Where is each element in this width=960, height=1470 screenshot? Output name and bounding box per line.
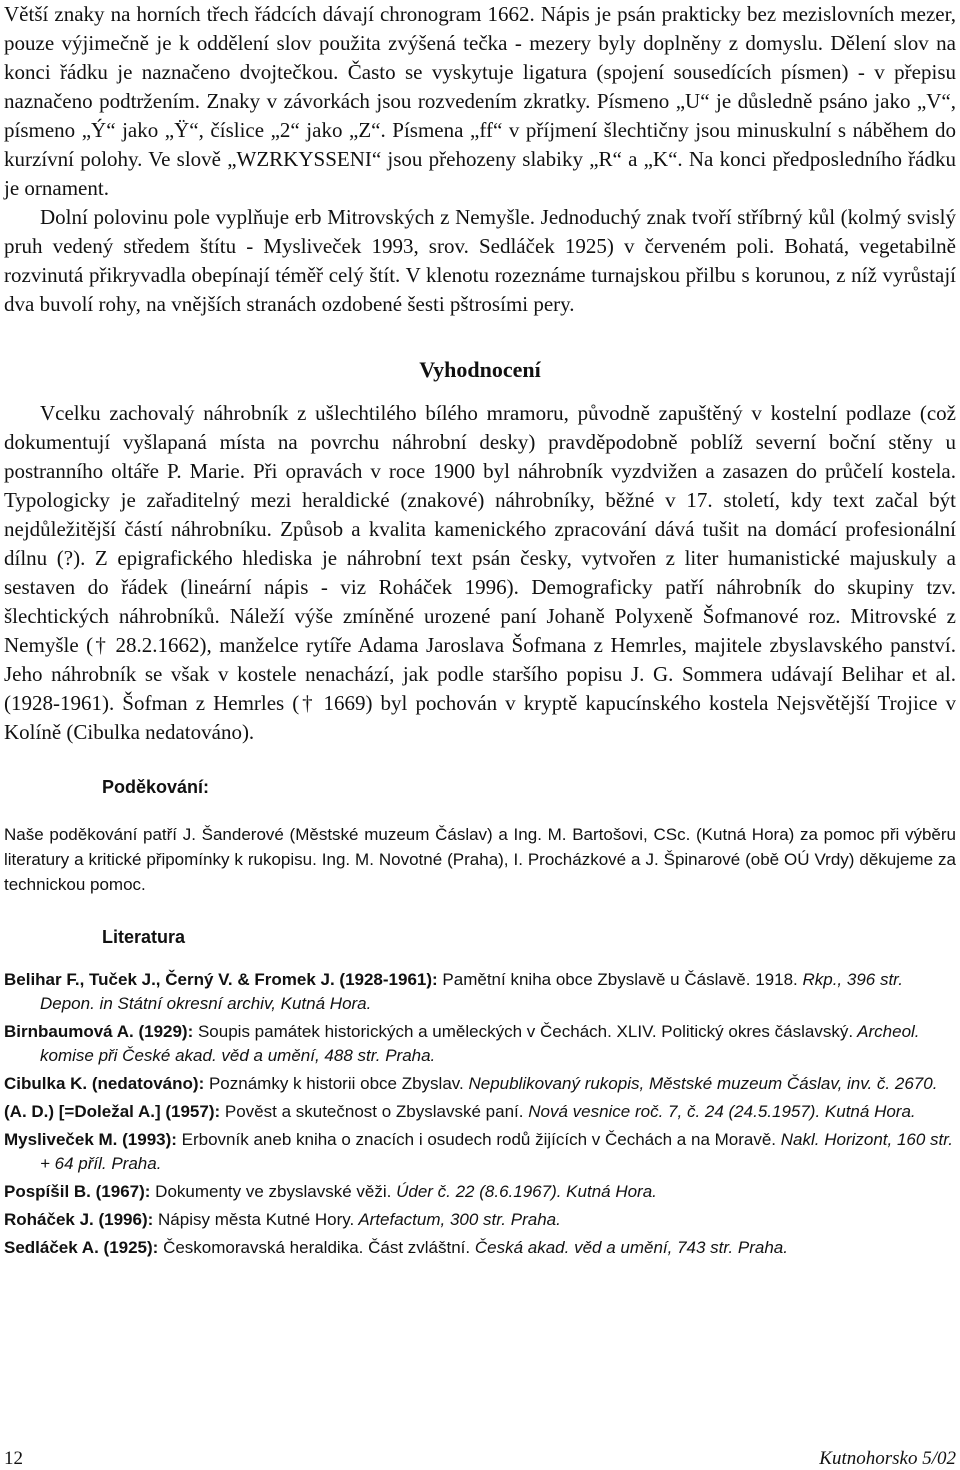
reference-title: Poznámky k historii obce Zbyslav. xyxy=(204,1074,464,1093)
reference-item xyxy=(4,1020,956,1068)
reference-publication: Archeol. komise při České akad. věd a umění, 488 str. Praha. xyxy=(40,1022,920,1065)
paragraph-vyhodnoceni: Vcelku zachovalý náhrobník z ušlechtilého bílého mramoru, původně zapuštěný v kostelní podlaze (což dokumentují vyšlapaná místa na povrchu náhrobní desky) pravděpodobně poblíž severní boční stěny u postranního oltáře P. Marie. Při opravách v roce 1900 byl náhrobník vyzdvižen a zasazen do průčelí kostela. Typologicky je zařaditelný mezi heraldické (znakové) náhrobníky, běžné v 17. století, kdy text začal být nejdůležitější částí náhrobníku. Způsob a kvalita kamenického zpracování dává tušit na domácí profesionální dílnu (?). Z epigrafického hlediska je náhrobní text psán česky, vytvořen z liter humanistické majuskuly a sestaven do řádek (lineární nápis - viz Roháček 1996). Demograficky patří náhrobník do skupiny tzv. šlechtických náhrobníků. Náleží výše zmíněné urozené paní Johaně Polyxeně Šofmanové roz. Mitrovské z Nemyšle († 28.2.1662), manželce rytíře Adama Jaroslava Šofmana z Hemrles, majitele zbyslavského panství. Jeho náhrobník se však v kostele nenachází, jak podle staršího popisu J. G. Sommera udávají Belihar et al. (1928-1961). Šofman z Hemrles († 1669) byl pochován v kryptě kapucínského kostela Nejsvětější Trojice v Kolíně (Cibulka nedatováno). xyxy=(4,401,956,744)
reference-title: Českomoravská heraldika. Část zvláštní. xyxy=(158,1238,471,1257)
reference-item xyxy=(4,1128,956,1176)
reference-author: Cibulka K. (nedatováno): xyxy=(4,1074,205,1093)
page-number: 12 xyxy=(4,1448,23,1469)
reference-publication: Rkp., 396 str. Depon. in Státní okresní archiv, Kutná Hora. xyxy=(40,970,903,1013)
reference-list xyxy=(4,968,956,1260)
reference-author: Belihar F., Tuček J., Černý V. & Fromek J. (1928-1961): xyxy=(4,970,438,989)
reference-title: Pověst a skutečnost o Zbyslavské paní. xyxy=(220,1102,524,1121)
reference-publication: Úder č. 22 (8.6.1967). Kutná Hora. xyxy=(391,1182,657,1201)
reference-author: Roháček J. (1996): xyxy=(4,1210,154,1229)
reference-title: Soupis památek historických a uměleckých v Čechách. XLIV. Politický okres čáslavský. xyxy=(193,1022,854,1041)
reference-publication: Artefactum, 300 str. Praha. xyxy=(354,1210,561,1229)
heading-literatura: Literatura xyxy=(102,927,186,947)
reference-item xyxy=(4,1100,956,1124)
reference-author: Mysliveček M. (1993): xyxy=(4,1130,177,1149)
reference-author: Birnbaumová A. (1929): xyxy=(4,1022,194,1041)
reference-publication: Nakl. Horizont, 160 str. + 64 příl. Praha. xyxy=(40,1130,954,1173)
paragraph-coat-of-arms: Dolní polovinu pole vyplňuje erb Mitrovských z Nemyšle. Jednoduchý znak tvoří stříbrný kůl (kolmý svislý pruh vedený středem štítu - Mysliveček 1993, srov. Sedláček 1925) v červeném poli. Bohatá, vegetabilně rozvinutá přikryvadla obepínají téměř celý štít. V klenotu rozeznáme turnajskou přilbu s korunou, z níž vyrůstají dva buvolí rohy, na vnějších stranách ozdobené šesti pštrosími pery. xyxy=(4,205,956,316)
document-page xyxy=(4,0,956,1264)
reference-author: Pospíšil B. (1967): xyxy=(4,1182,151,1201)
reference-item xyxy=(4,1180,956,1204)
journal-issue: Kutnohorsko 5/02 xyxy=(819,1448,956,1469)
reference-title: Pamětní kniha obce Zbyslavě u Čáslavě. 1918. xyxy=(437,970,798,989)
reference-title: Dokumenty ve zbyslavské věži. xyxy=(150,1182,392,1201)
reference-item xyxy=(4,1072,956,1096)
reference-title: Erbovník aneb kniha o znacích i osudech rodů žijících v Čechách a na Moravě. xyxy=(176,1130,777,1149)
reference-item xyxy=(4,968,956,1016)
reference-publication: Česká akad. věd a umění, 743 str. Praha. xyxy=(470,1238,788,1257)
reference-publication: Nepublikovaný rukopis, Městské muzeum Čáslav, inv. č. 2670. xyxy=(463,1074,938,1093)
reference-publication: Nová vesnice roč. 7, č. 24 (24.5.1957). Kutná Hora. xyxy=(523,1102,916,1121)
heading-podekovani: Poděkování: xyxy=(102,777,210,797)
reference-title: Nápisy města Kutné Hory. xyxy=(153,1210,355,1229)
paragraph-chronogram: Větší znaky na horních třech řádcích dávají chronogram 1662. Nápis je psán prakticky bez mezislovních mezer, pouze výjimečně je k oddělení slov použita zvýšená tečka - mezery byly doplněny z domyslu. Dělení slov na konci řádku je naznačeno dvojtečkou. Často se vyskytuje ligatura (spojení sousedících písmen) - v přepisu naznačeno podtržením. Znaky v závorkách jsou rozvedením zkratky. Písmeno „U“ je důsledně psáno jako „V“, písmeno „Ý“ jako „Ÿ“, číslice „2“ jako „Z“. Písmena „ff“ v příjmení šlechtičny jsou minuskulní s náběhem do kurzívní polohy. Ve slově „WZRKYSSENI“ jsou přehozeny slabiky „R“ a „K“. Na konci předposledního řádku je ornament. xyxy=(4,2,956,200)
reference-author: (A. D.) [=Doležal A.] (1957): xyxy=(4,1102,221,1121)
paragraph-podekovani: Naše poděkování patří J. Šanderové (Městské muzeum Čáslav) a Ing. M. Bartošovi, CSc. (Kutná Hora) za pomoc při výběru literatury a kritické připomínky k rukopisu. Ing. M. Novotné (Praha), I. Procházkové a J. Špinarové (obě OÚ Vrdy) děkujeme za technickou pomoc. xyxy=(4,825,956,894)
reference-item xyxy=(4,1208,956,1232)
section-title-vyhodnoceni: Vyhodnocení xyxy=(419,357,541,382)
reference-item xyxy=(4,1236,956,1260)
reference-author: Sedláček A. (1925): xyxy=(4,1238,159,1257)
